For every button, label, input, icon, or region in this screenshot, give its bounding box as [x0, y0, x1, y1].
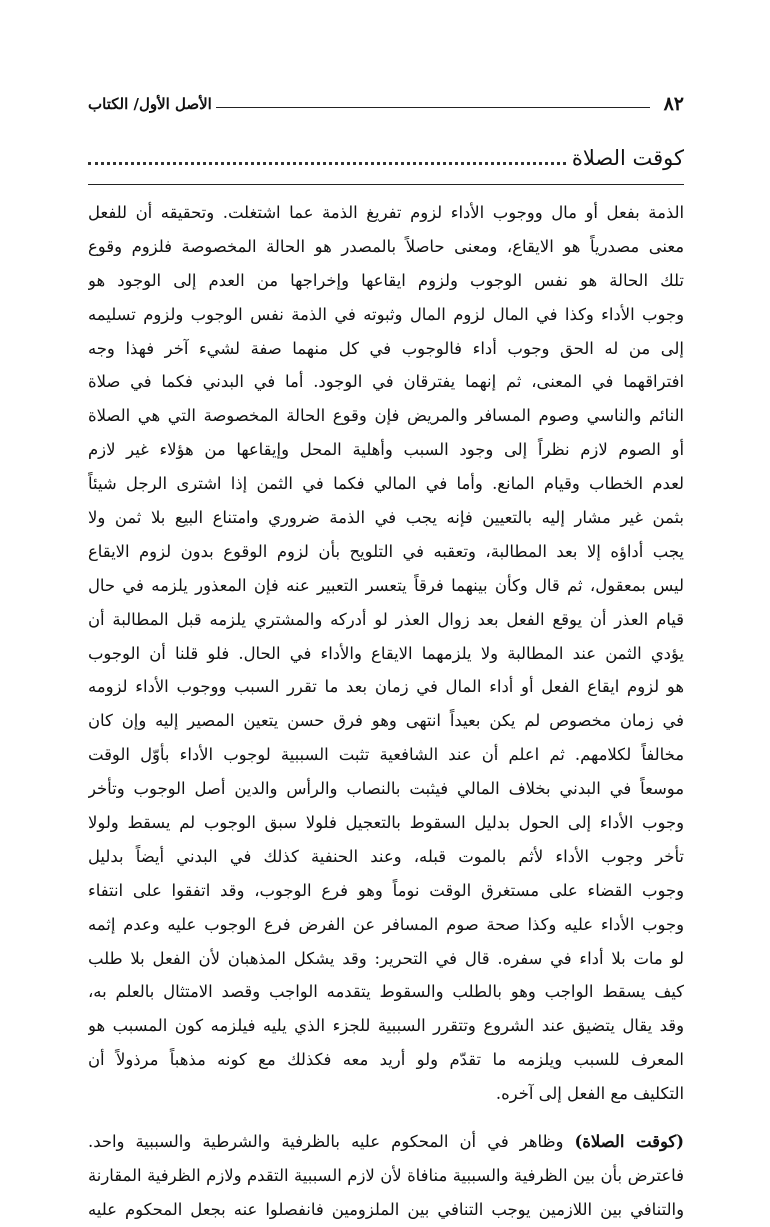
commentary-line: تلك الحالة هو نفس الوجوب ولزوم ايقاعها وإخراجها من العدم إلى الوجود هو: [88, 270, 684, 290]
page-number: ٨٢: [663, 93, 684, 115]
running-title: الأصل الأول/ الكتاب: [88, 95, 212, 113]
commentary-line: وقد يقال يتضيق عند الشروع وتتقرر السببية للجزء الذي يليه فيلزمه كون المسبب هو: [88, 1016, 684, 1036]
commentary-line: النائم والناسي وصوم المسافر والمريض فإن وقوع الحالة المخصوصة التي هي الصلاة: [88, 406, 684, 426]
main-text-line1: وظاهر في أن المحكوم عليه بالظرفية والشرطية والسببية واحد.: [88, 1132, 575, 1152]
commentary-divider: [88, 184, 684, 185]
commentary-line: وجوب الأداء وكذا في المال لزوم المال وثبوته في الذمة نفس الوجوب ولزوم تسليمه: [88, 304, 684, 324]
commentary-line: تأخر وجوب الأداء لأثم بالموت قبله، وعند الحنفية كذلك في البدني أيضاً بدليل: [88, 846, 684, 866]
commentary-line: وجوب القضاء على مستغرق الوقت نوماً وهو فرع الوجوب، وقد اتفقوا على انتفاء: [88, 880, 684, 900]
commentary-line: إلى من له الحق وجوب أداء فالوجوب في كل منهما صفة لشيء آخر فهذا وجه: [88, 338, 684, 358]
section-heading: [88, 141, 684, 175]
commentary-line: ليس بمعقول، ثم قال وكأن بينهما فرقاً يتعسر التعبير عنه فإن المعذور يلزمه في حال: [88, 575, 684, 595]
commentary-line: قيام العذر أن يوقع الفعل بعد زوال العذر لو أدركه والمشتري يلزمه قبل المطالبة أن: [88, 609, 684, 629]
commentary-line: التكليف مع الفعل إلى آخره.: [495, 1084, 684, 1104]
page-body: [88, 196, 684, 1227]
commentary-line: لعدم الخطاب وقيام المانع. وأما في المالي فكما في الثمن إذا اشترى الرجل شيئاً: [88, 474, 684, 494]
header-rule: [216, 107, 650, 108]
commentary-line: كيف يسقط الواجب وهو بالطلب والسقوط يتقدمه الواجب وقصد الامتثال بالعلم به،: [88, 982, 684, 1002]
commentary-line: افتراقهما في المعنى، ثم إنهما يفترقان في الوجود. أما في البدني فكما في صلاة: [88, 372, 684, 392]
commentary-line: المعرف للسبب ويلزمه ما تقدّم ولو أريد معه فكذلك مع كونه مذهباً مرذولاً أن: [88, 1050, 684, 1070]
section-title: كوقت الصلاة: [571, 146, 684, 170]
book-page: [88, 0, 684, 1219]
commentary-line: هو لزوم ايقاع الفعل أو أداء المال في زمان بعد ما تقرر السبب ووجوب الأداء لزومه: [88, 677, 684, 697]
commentary-line: وجوب الأداء إلى الحول بدليل السقوط بالتعجيل فلولا سبق الوجوب لم يسقط ولولا: [88, 813, 684, 833]
main-text-line: [88, 1125, 684, 1159]
commentary-line: في زمان مخصوص لم يكن بعيداً انتهى وهو فرق حسن يتعين المصير إليه وإن كان: [88, 711, 684, 731]
commentary-line: لو مات بلا أداء في سفره. قال في التحرير: وقد يشكل المذهبان لأن الفعل بلا طلب: [88, 948, 684, 968]
commentary-line: أو الصوم لازم نظراً إلى وجود السبب وأهلية المحل وإيقاعها من هؤلاء غير لازم: [88, 440, 684, 460]
main-text-line: والتنافي بين اللازمين يوجب التنافي بين الملزومين فانفصلوا عنه بجعل المحكوم عليه: [88, 1199, 684, 1219]
dot-leader: [88, 162, 566, 165]
commentary-line: يؤدي الثمن عند المطالبة ولا يلزمهما الايقاع والأداء في الحال. فلو قلنا أن الوجوب: [88, 643, 684, 663]
main-text-keyword: (كوقت الصلاة): [574, 1132, 684, 1152]
commentary-line: بثمن غير مشار إليه بالتعيين فإنه يجب في الذمة ضروري وامتناع البيع بلا ثمن ولا: [88, 508, 684, 528]
running-head: [88, 90, 684, 118]
commentary-line: الذمة بفعل أو مال ووجوب الأداء لزوم تفريغ الذمة عما اشتغلت. وتحقيقه أن للفعل: [88, 203, 684, 222]
main-text-line: فاعترض بأن بين الظرفية والسببية منافاة لأن لازم السببية التقدم ولازم الظرفية المقارنة: [88, 1165, 684, 1185]
commentary-line: مخالفاً لكلامهم. ثم اعلم أن عند الشافعية تثبت السببية لوجوب الأداء بأوّل الوقت: [88, 745, 684, 765]
commentary-line: وجوب الأداء عليه وكذا صحة صوم المسافر عن الفرض فرع الوجوب عليه وعدم إثمه: [88, 914, 684, 934]
commentary-text: [88, 196, 684, 1111]
commentary-line: موسعاً في البدني بخلاف المالي فيثبت بالنصاب والرأس والدين أصل الوجوب وتأخر: [88, 779, 684, 799]
commentary-line: يجب أداؤه إلا بعد المطالبة، وتعقبه في التلويح بأن لزوم الوقوع بدون لزوم الايقاع: [88, 541, 684, 561]
commentary-line: معنى مصدرياً هو الايقاع، ومعنى حاصلاً بالمصدر هو الحالة المخصوصة فلزوم وقوع: [88, 236, 684, 256]
